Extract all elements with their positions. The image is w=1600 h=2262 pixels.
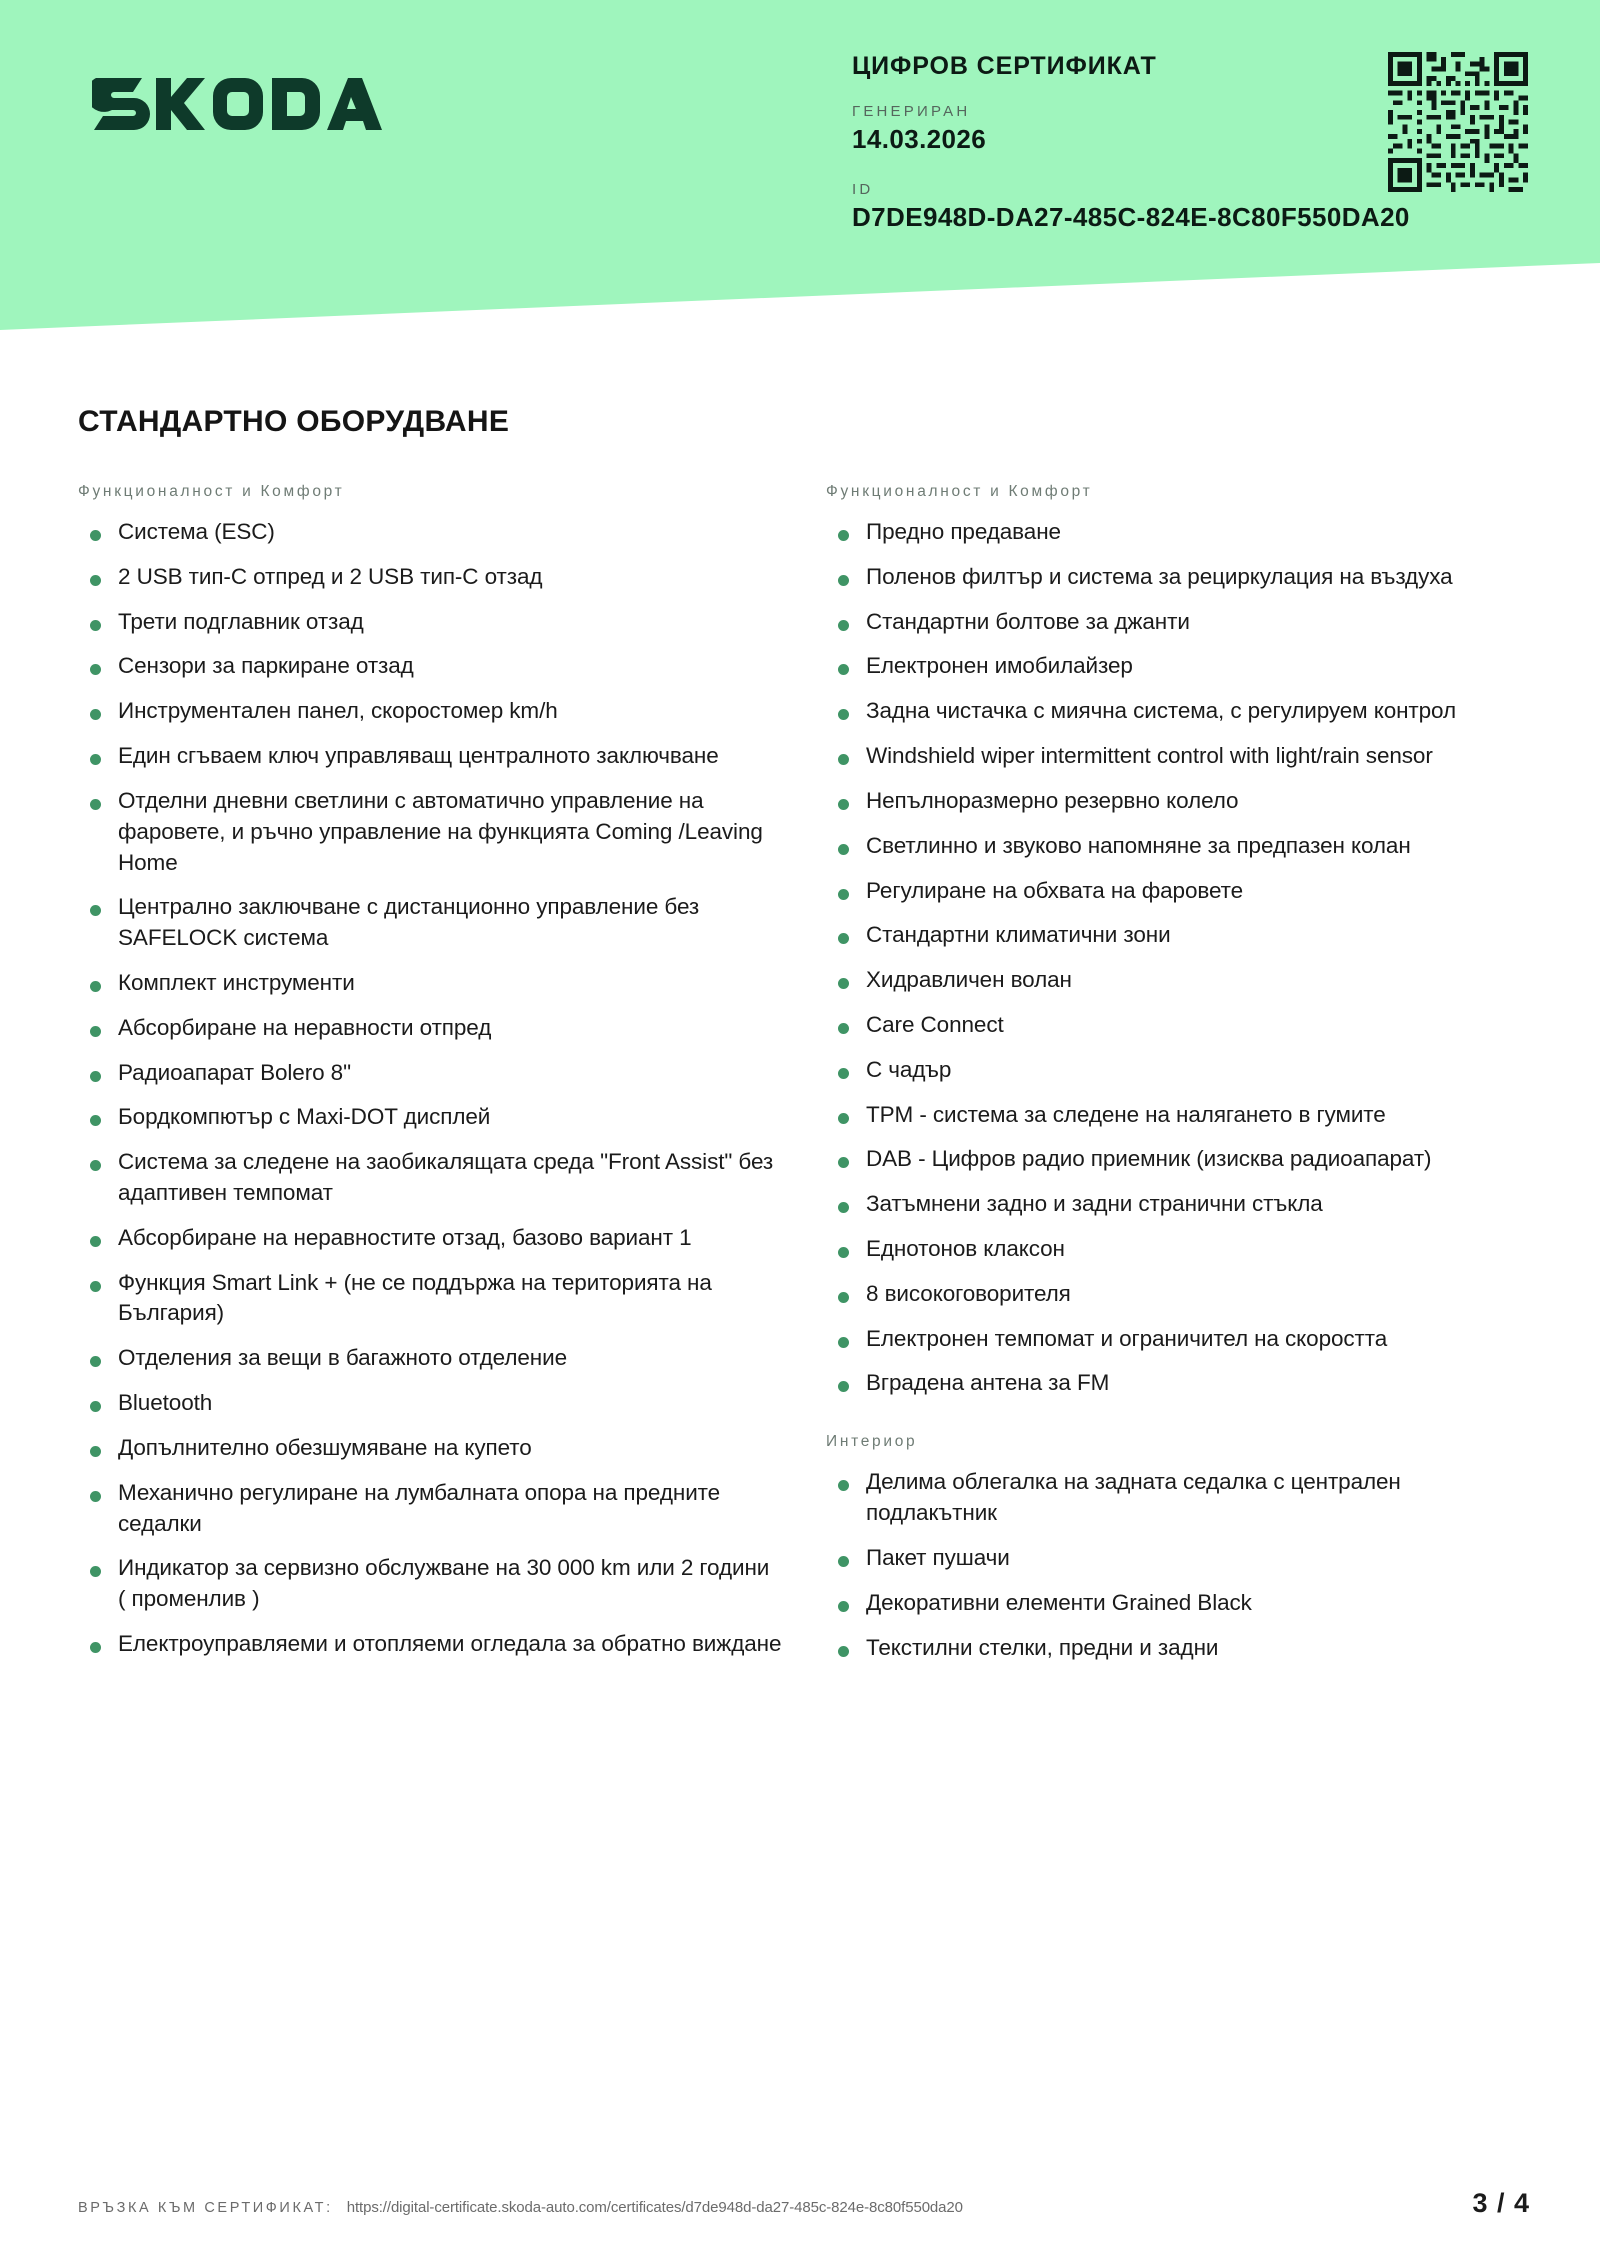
list-item: Вградена антена за FM	[826, 1368, 1530, 1399]
list-item: Хидравличен волан	[826, 965, 1530, 996]
equipment-column-left	[78, 483, 782, 1677]
list-item: Абсорбиране на неравностите отзад, базово вариант 1	[78, 1223, 782, 1254]
list-item: Комплект инструменти	[78, 968, 782, 999]
list-item: Електронен темпомат и ограничител на скоростта	[826, 1324, 1530, 1355]
footer-link-label: ВРЪЗКА КЪМ СЕРТИФИКАТ:	[78, 2200, 333, 2216]
list-item: Един сгъваем ключ управляващ централното заключване	[78, 741, 782, 772]
feature-list-left	[78, 517, 782, 1660]
list-item: DAB - Цифров радио приемник (изисква радиоапарат)	[826, 1144, 1530, 1175]
list-item: Отделни дневни светлини с автоматично управление на фаровете, и ръчно управление на функцията Coming /Leaving Home	[78, 786, 782, 878]
list-item: Радиоапарат Bolero 8"	[78, 1058, 782, 1089]
page-title: СТАНДАРТНО ОБОРУДВАНЕ	[78, 405, 510, 438]
certificate-meta	[852, 52, 1472, 233]
list-item: Care Connect	[826, 1010, 1530, 1041]
list-item: Задна чистачка с миячна система, с регулируем контрол	[826, 696, 1530, 727]
list-item: Регулиране на обхвата на фаровете	[826, 876, 1530, 907]
list-item: TPM - система за следене на налягането в гумите	[826, 1100, 1530, 1131]
list-item: Система (ESC)	[78, 517, 782, 548]
list-item: Текстилни стелки, предни и задни	[826, 1633, 1530, 1664]
group-heading-interior: Интериор	[826, 1433, 918, 1451]
list-item: Светлинно и звуково напомняне за предпазен колан	[826, 831, 1530, 862]
generated-date: 14.03.2026	[852, 124, 987, 154]
list-item: Допълнително обезшумяване на купето	[78, 1433, 782, 1464]
list-item: Декоративни елементи Grained Black	[826, 1588, 1530, 1619]
list-item: 2 USB тип-С отпред и 2 USB тип-С отзад	[78, 562, 782, 593]
list-item: Windshield wiper intermittent control with light/rain sensor	[826, 741, 1530, 772]
list-item: Механично регулиране на лумбалната опора на предните седалки	[78, 1478, 782, 1540]
equipment-column-right	[826, 483, 1530, 1677]
page-number: 3 / 4	[1472, 2188, 1530, 2218]
list-item: Стандартни климатични зони	[826, 920, 1530, 951]
list-item: Еднотонов клаксон	[826, 1234, 1530, 1265]
certificate-id: D7DE948D-DA27-485C-824E-8C80F550DA20	[852, 202, 1410, 232]
list-item: Абсорбиране на неравности отпред	[78, 1013, 782, 1044]
id-label: ID	[852, 181, 874, 198]
list-item: Централно заключване с дистанционно управление без SAFELOCK система	[78, 892, 782, 954]
qr-code-icon[interactable]	[1388, 52, 1528, 192]
group-heading-functionality-left: Функционалност и Комфорт	[78, 483, 345, 500]
generated-label: ГЕНЕРИРАН	[852, 103, 971, 120]
list-item: С чадър	[826, 1055, 1530, 1086]
list-item: Система за следене на заобикалящата среда "Front Assist" без адаптивен темпомат	[78, 1147, 782, 1209]
list-item: 8 високоговорителя	[826, 1279, 1530, 1310]
list-item: Инструментален панел, скоростомер km/h	[78, 696, 782, 727]
list-item: Сензори за паркиране отзад	[78, 651, 782, 682]
skoda-logo	[92, 72, 382, 134]
list-item: Предно предаване	[826, 517, 1530, 548]
list-item: Поленов филтър и система за рециркулация на въздуха	[826, 562, 1530, 593]
feature-list-interior	[826, 1467, 1530, 1663]
list-item: Пакет пушачи	[826, 1543, 1530, 1574]
page-footer	[78, 2188, 1530, 2219]
list-item: Трети подглавник отзад	[78, 607, 782, 638]
equipment-columns	[78, 483, 1530, 1677]
list-item: Бордкомпютър с Maxi-DOT дисплей	[78, 1102, 782, 1133]
certificate-url-link[interactable]: https://digital-certificate.skoda-auto.com/certificates/d7de948d-da27-485c-824e-8c80f550da20	[346, 2199, 963, 2216]
feature-list-right	[826, 517, 1530, 1399]
list-item: Електронен имобилайзер	[826, 651, 1530, 682]
list-item: Функция Smart Link + (не се поддържа на територията на България)	[78, 1268, 782, 1330]
list-item: Делима облегалка на задната седалка с централен подлакътник	[826, 1467, 1530, 1529]
list-item: Индикатор за сервизно обслужване на 30 000 km или 2 години ( променлив )	[78, 1553, 782, 1615]
list-item: Затъмнени задно и задни странични стъкла	[826, 1189, 1530, 1220]
list-item: Стандартни болтове за джанти	[826, 607, 1530, 638]
list-item: Bluetooth	[78, 1388, 782, 1419]
list-item: Непълноразмерно резервно колело	[826, 786, 1530, 817]
list-item: Електроуправляеми и отопляеми огледала за обратно виждане	[78, 1629, 782, 1660]
certificate-title: ЦИФРОВ СЕРТИФИКАТ	[852, 52, 1157, 80]
group-heading-functionality-right: Функционалност и Комфорт	[826, 483, 1093, 500]
list-item: Отделения за вещи в багажното отделение	[78, 1343, 782, 1374]
